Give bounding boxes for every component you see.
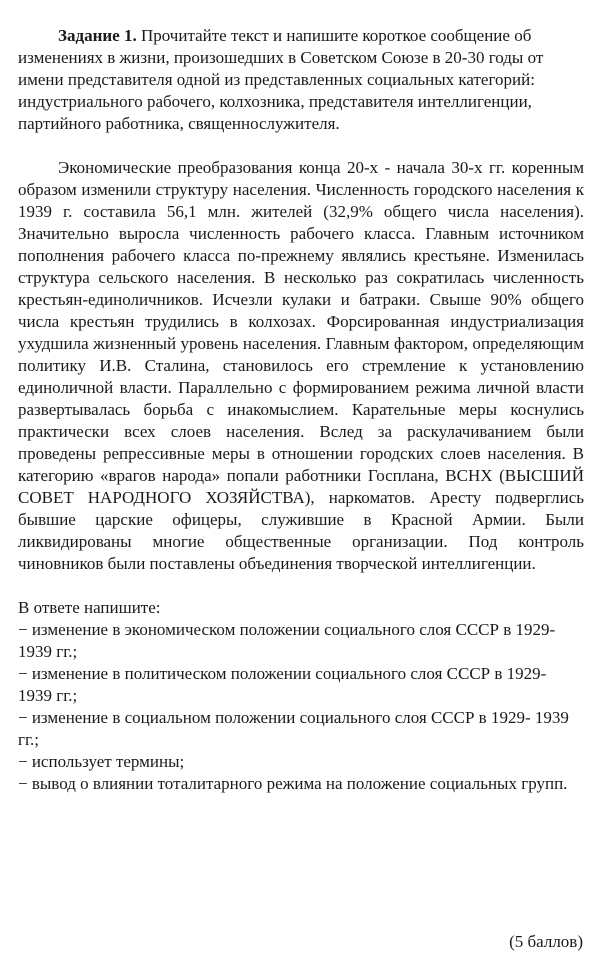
answer-item-conclusion: − вывод о влиянии тоталитарного режима на положение социальных групп. (18, 774, 568, 793)
task-text: Прочитайте текст и напишите короткое сообщение об изменениях в жизни, произошедших в Советском Союзе в 20-30 годы от имени представителя одной из представленных социальных категорий: индустриального рабочего, колхозника, представителя интеллигенции, партийного работника, священнослужителя. (18, 26, 544, 133)
task-label: Задание 1. (58, 26, 137, 45)
answer-heading: В ответе напишите: (18, 598, 161, 617)
score-label: (5 баллов) (509, 932, 583, 951)
main-text-paragraph: Экономические преобразования конца 20-х - начала 30-х гг. коренным образом изменили структуру населения. Численность городского населения к 1939 г. составила 56,1 млн. жителей (32,9% общего числа населения). Значительно выросла численность рабочего класса. Главным источником пополнения рабочего класса по-прежнему являлись крестьяне. Изменилась структура сельского населения. В несколько раз сократилась численность крестьян-единоличников. Исчезли кулаки и батраки. Свыше 90% общего числа крестьян трудились в колхозах. Форсированная индустриализация ухудшила жизненный уровень населения. Главным фактором, определяющим политику И.В. Сталина, становилось его стремление к установлению единоличной власти. Параллельно с формированием режима личной власти развертывалась борьба с инакомыслием. Карательные меры коснулись практически всех слоев населения. Вслед за раскулачиванием были проведены репрессивные меры в отношении городских слоев населения. В категорию «врагов народа» попали работники Госплана, ВСНХ (ВЫСШИЙ СОВЕТ НАРОДНОГО ХОЗЯЙСТВА), наркоматов. Аресту подверглись бывшие царские офицеры, служившие в Красной Армии. Были ликвидированы многие общественные организации. Под контроль чиновников были поставлены объединения творческой интеллигенции. (18, 158, 584, 573)
answer-item-social: − изменение в социальном положении социального слоя СССР в 1929- 1939 гг.; (18, 708, 569, 749)
answer-item-economic: − изменение в экономическом положении социального слоя СССР в 1929- 1939 гг.; (18, 620, 556, 661)
answer-requirements (18, 597, 584, 795)
document-page (18, 25, 584, 795)
answer-item-terms: − использует термины; (18, 752, 185, 771)
answer-item-political: − изменение в политическом положении социального слоя СССР в 1929- 1939 гг.; (18, 664, 547, 705)
task-paragraph (18, 25, 584, 135)
